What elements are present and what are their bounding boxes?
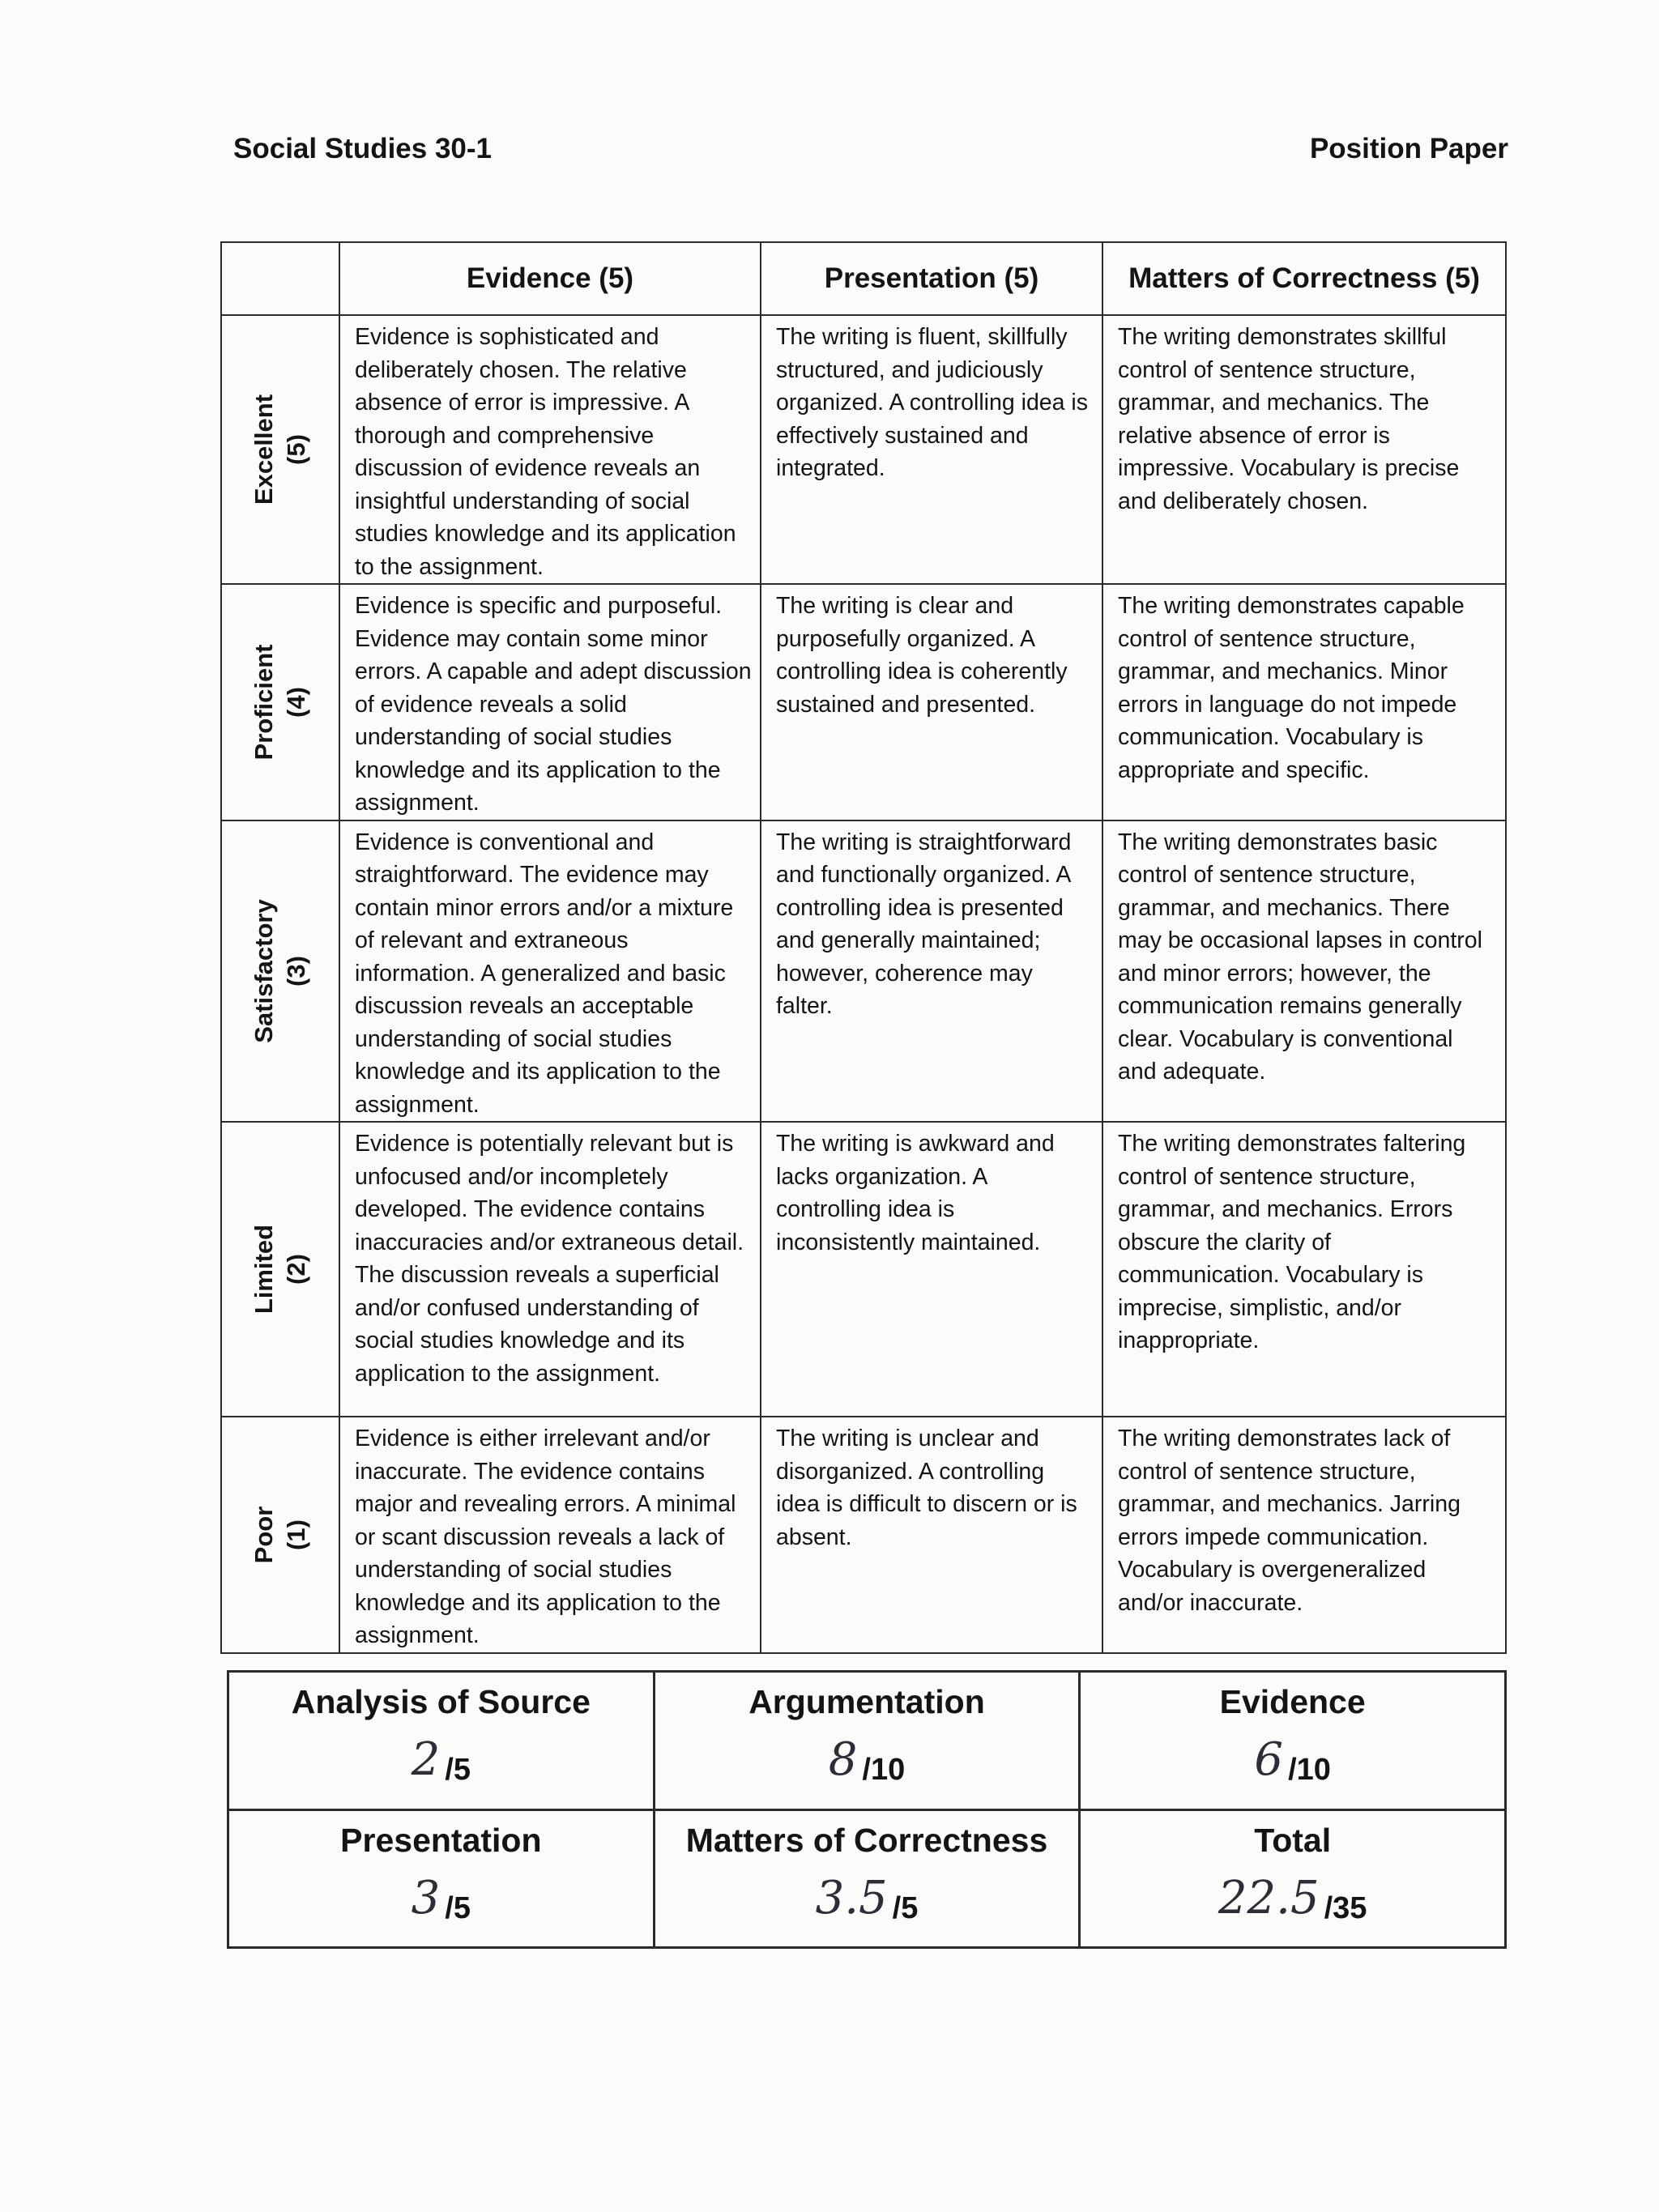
correctness-descriptor: The writing demonstrates skillful control of sentence structure, grammar, and mechanics. The relative absence of error is impressive. Vocabulary is precise and deliberately chosen. xyxy=(1102,315,1506,584)
correctness-descriptor: The writing demonstrates faltering control of sentence structure, grammar, and mechanics. Errors obscure the clarity of communication. Vocabulary is imprecise, simplistic, and/or inappropriate. xyxy=(1102,1122,1506,1417)
score-label: Analysis of Source xyxy=(291,1683,591,1720)
score-label: Argumentation xyxy=(748,1683,985,1720)
score-label: Matters of Correctness xyxy=(685,1821,1048,1859)
level-name: Proficient xyxy=(249,644,278,761)
correctness-descriptor: The writing demonstrates basic control of sentence structure, grammar, and mechanics. There may be occasional lapses in control and minor errors; however, the communication remains generally clear. Vocabulary is conventional and adequate. xyxy=(1102,820,1506,1123)
handwritten-score: 8 xyxy=(828,1733,858,1786)
evidence-descriptor: Evidence is potentially relevant but is unfocused and/or incompletely developed. The evidence contains inaccuracies and/or extraneous detail. The discussion reveals a superficial and/or confused understanding of social studies knowledge and its application to the assignment. xyxy=(339,1122,761,1417)
evidence-descriptor: Evidence is specific and purposeful. Evidence may contain some minor errors. A capable and adept discussion of evidence reveals a solid understanding of social studies knowledge and its application to the assignment. xyxy=(339,584,761,820)
column-header-correctness: Matters of Correctness (5) xyxy=(1102,242,1506,315)
level-label-cell xyxy=(221,584,339,820)
score-row xyxy=(228,1809,1506,1948)
level-name: Limited xyxy=(249,1224,278,1315)
handwritten-score: 3 xyxy=(411,1871,441,1924)
level-score: (5) xyxy=(282,434,310,465)
level-name: Excellent xyxy=(249,394,278,505)
score-max: /5 xyxy=(445,1753,471,1787)
score-label: Evidence xyxy=(1219,1683,1366,1720)
level-name: Satisfactory xyxy=(249,899,278,1043)
score-row xyxy=(228,1672,1506,1810)
rubric-table xyxy=(220,241,1507,1654)
column-header-evidence: Evidence (5) xyxy=(339,242,761,315)
rubric-row-poor xyxy=(221,1417,1506,1653)
presentation-descriptor: The writing is unclear and disorganized. A controlling idea is difficult to discern or is absent. xyxy=(761,1417,1102,1653)
rubric-corner-cell xyxy=(221,242,339,315)
level-score: (4) xyxy=(282,686,310,718)
level-label-cell xyxy=(221,315,339,584)
presentation-descriptor: The writing is fluent, skillfully structured, and judiciously organized. A controlling idea is effectively sustained and integrated. xyxy=(761,315,1102,584)
level-score: (3) xyxy=(282,955,310,987)
score-max: /5 xyxy=(445,1890,471,1925)
level-label-cell xyxy=(221,820,339,1123)
score-cell-argumentation xyxy=(654,1672,1080,1810)
page-header xyxy=(233,126,1508,172)
score-summary-table xyxy=(227,1670,1507,1949)
rubric-row-limited xyxy=(221,1122,1506,1417)
level-label-cell xyxy=(221,1417,339,1653)
rubric-header-row xyxy=(221,242,1506,315)
score-cell-correctness xyxy=(654,1809,1080,1948)
score-cell-analysis xyxy=(228,1672,655,1810)
score-label: Presentation xyxy=(340,1821,542,1859)
evidence-descriptor: Evidence is conventional and straightforward. The evidence may contain minor errors and/or a mixture of relevant and extraneous information. A generalized and basic discussion reveals an acceptable understanding of social studies knowledge and its application to the assignment. xyxy=(339,820,761,1123)
handwritten-score: 22.5 xyxy=(1218,1871,1320,1924)
rubric-row-satisfactory xyxy=(221,820,1506,1123)
handwritten-score: 3.5 xyxy=(815,1871,888,1924)
evidence-descriptor: Evidence is either irrelevant and/or inaccurate. The evidence contains major and revealing errors. A minimal or scant discussion reveals a lack of understanding of social studies knowledge and its application to the assignment. xyxy=(339,1417,761,1653)
presentation-descriptor: The writing is awkward and lacks organization. A controlling idea is inconsistently maintained. xyxy=(761,1122,1102,1417)
score-max: /10 xyxy=(862,1753,906,1787)
score-max: /10 xyxy=(1288,1753,1331,1787)
score-cell-evidence xyxy=(1080,1672,1506,1810)
level-score: (1) xyxy=(282,1519,310,1550)
handwritten-score: 2 xyxy=(411,1733,441,1786)
assignment-title: Position Paper xyxy=(1309,133,1508,164)
handwritten-score: 6 xyxy=(1254,1733,1284,1786)
rubric-row-proficient xyxy=(221,584,1506,820)
level-score: (2) xyxy=(282,1254,310,1285)
course-title: Social Studies 30-1 xyxy=(233,133,493,164)
level-name: Poor xyxy=(249,1506,278,1564)
score-max: /35 xyxy=(1324,1890,1367,1925)
correctness-descriptor: The writing demonstrates lack of control of sentence structure, grammar, and mechanics. Jarring errors impede communication. Vocabulary is overgeneralized and/or inaccurate. xyxy=(1102,1417,1506,1653)
presentation-descriptor: The writing is clear and purposefully organized. A controlling idea is coherently sustained and presented. xyxy=(761,584,1102,820)
score-label: Total xyxy=(1254,1821,1332,1859)
presentation-descriptor: The writing is straightforward and functionally organized. A controlling idea is presented and generally maintained; however, coherence may falter. xyxy=(761,820,1102,1123)
column-header-presentation: Presentation (5) xyxy=(761,242,1102,315)
score-max: /5 xyxy=(892,1890,919,1925)
rubric-row-excellent xyxy=(221,315,1506,584)
correctness-descriptor: The writing demonstrates capable control of sentence structure, grammar, and mechanics. Minor errors in language do not impede communication. Vocabulary is appropriate and specific. xyxy=(1102,584,1506,820)
evidence-descriptor: Evidence is sophisticated and deliberately chosen. The relative absence of error is impressive. A thorough and comprehensive discussion of evidence reveals an insightful understanding of social studies knowledge and its application to the assignment. xyxy=(339,315,761,584)
score-cell-total xyxy=(1080,1809,1506,1948)
score-cell-presentation xyxy=(228,1809,655,1948)
level-label-cell xyxy=(221,1122,339,1417)
